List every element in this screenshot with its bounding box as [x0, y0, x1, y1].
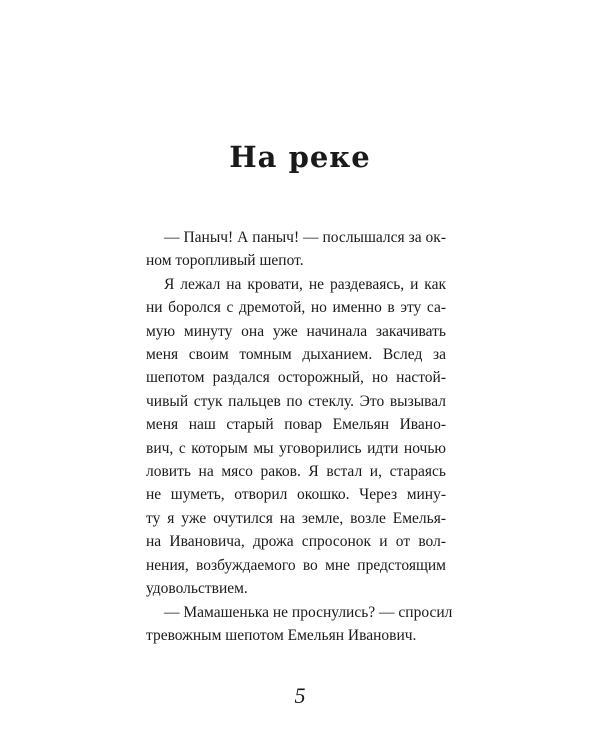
text-line: ловить на мясо раков. Я встал и, стараясь [146, 463, 446, 481]
text-line: мую минуту она уже начинала закачивать [146, 322, 446, 340]
text-line: не шуметь, отворил окошко. Через мину- [146, 486, 446, 504]
text-line: меня своим томным дыханием. Вслед за [146, 346, 446, 364]
text-line: удовольствием. [146, 580, 248, 598]
text-line: Я лежал на кровати, не раздеваясь, и как [164, 275, 446, 293]
text-line: ном торопливый шепот. [146, 252, 304, 270]
text-line: тревожным шепотом Емельян Иванович. [146, 626, 417, 644]
text-line: вич, с которым мы уговорились идти ночью [146, 439, 446, 457]
page-number: 5 [294, 683, 306, 708]
text-line: на Ивановича, дрожа спросонок и от вол- [146, 533, 446, 551]
text-line: чивый стук пальцев по стеклу. Это вызывал [146, 392, 446, 410]
text-line: шепотом раздался осторожный, но настой- [146, 369, 446, 387]
text-line: нения, возбуждаемого во мне предстоящим [146, 556, 446, 574]
text-line: — Мамашенька не проснулись? — спросил [164, 603, 453, 621]
text-line: меня наш старый повар Емельян Ивано- [146, 416, 446, 434]
text-line: ту я уже очутился на земле, возле Емелья- [146, 509, 446, 527]
text-line: ни боролся с дремотой, но именно в эту са- [146, 299, 446, 317]
body-text [146, 226, 453, 647]
chapter-title: На реке [229, 140, 371, 174]
text-line: — Паныч! А паныч! — послышался за ок- [164, 229, 446, 246]
